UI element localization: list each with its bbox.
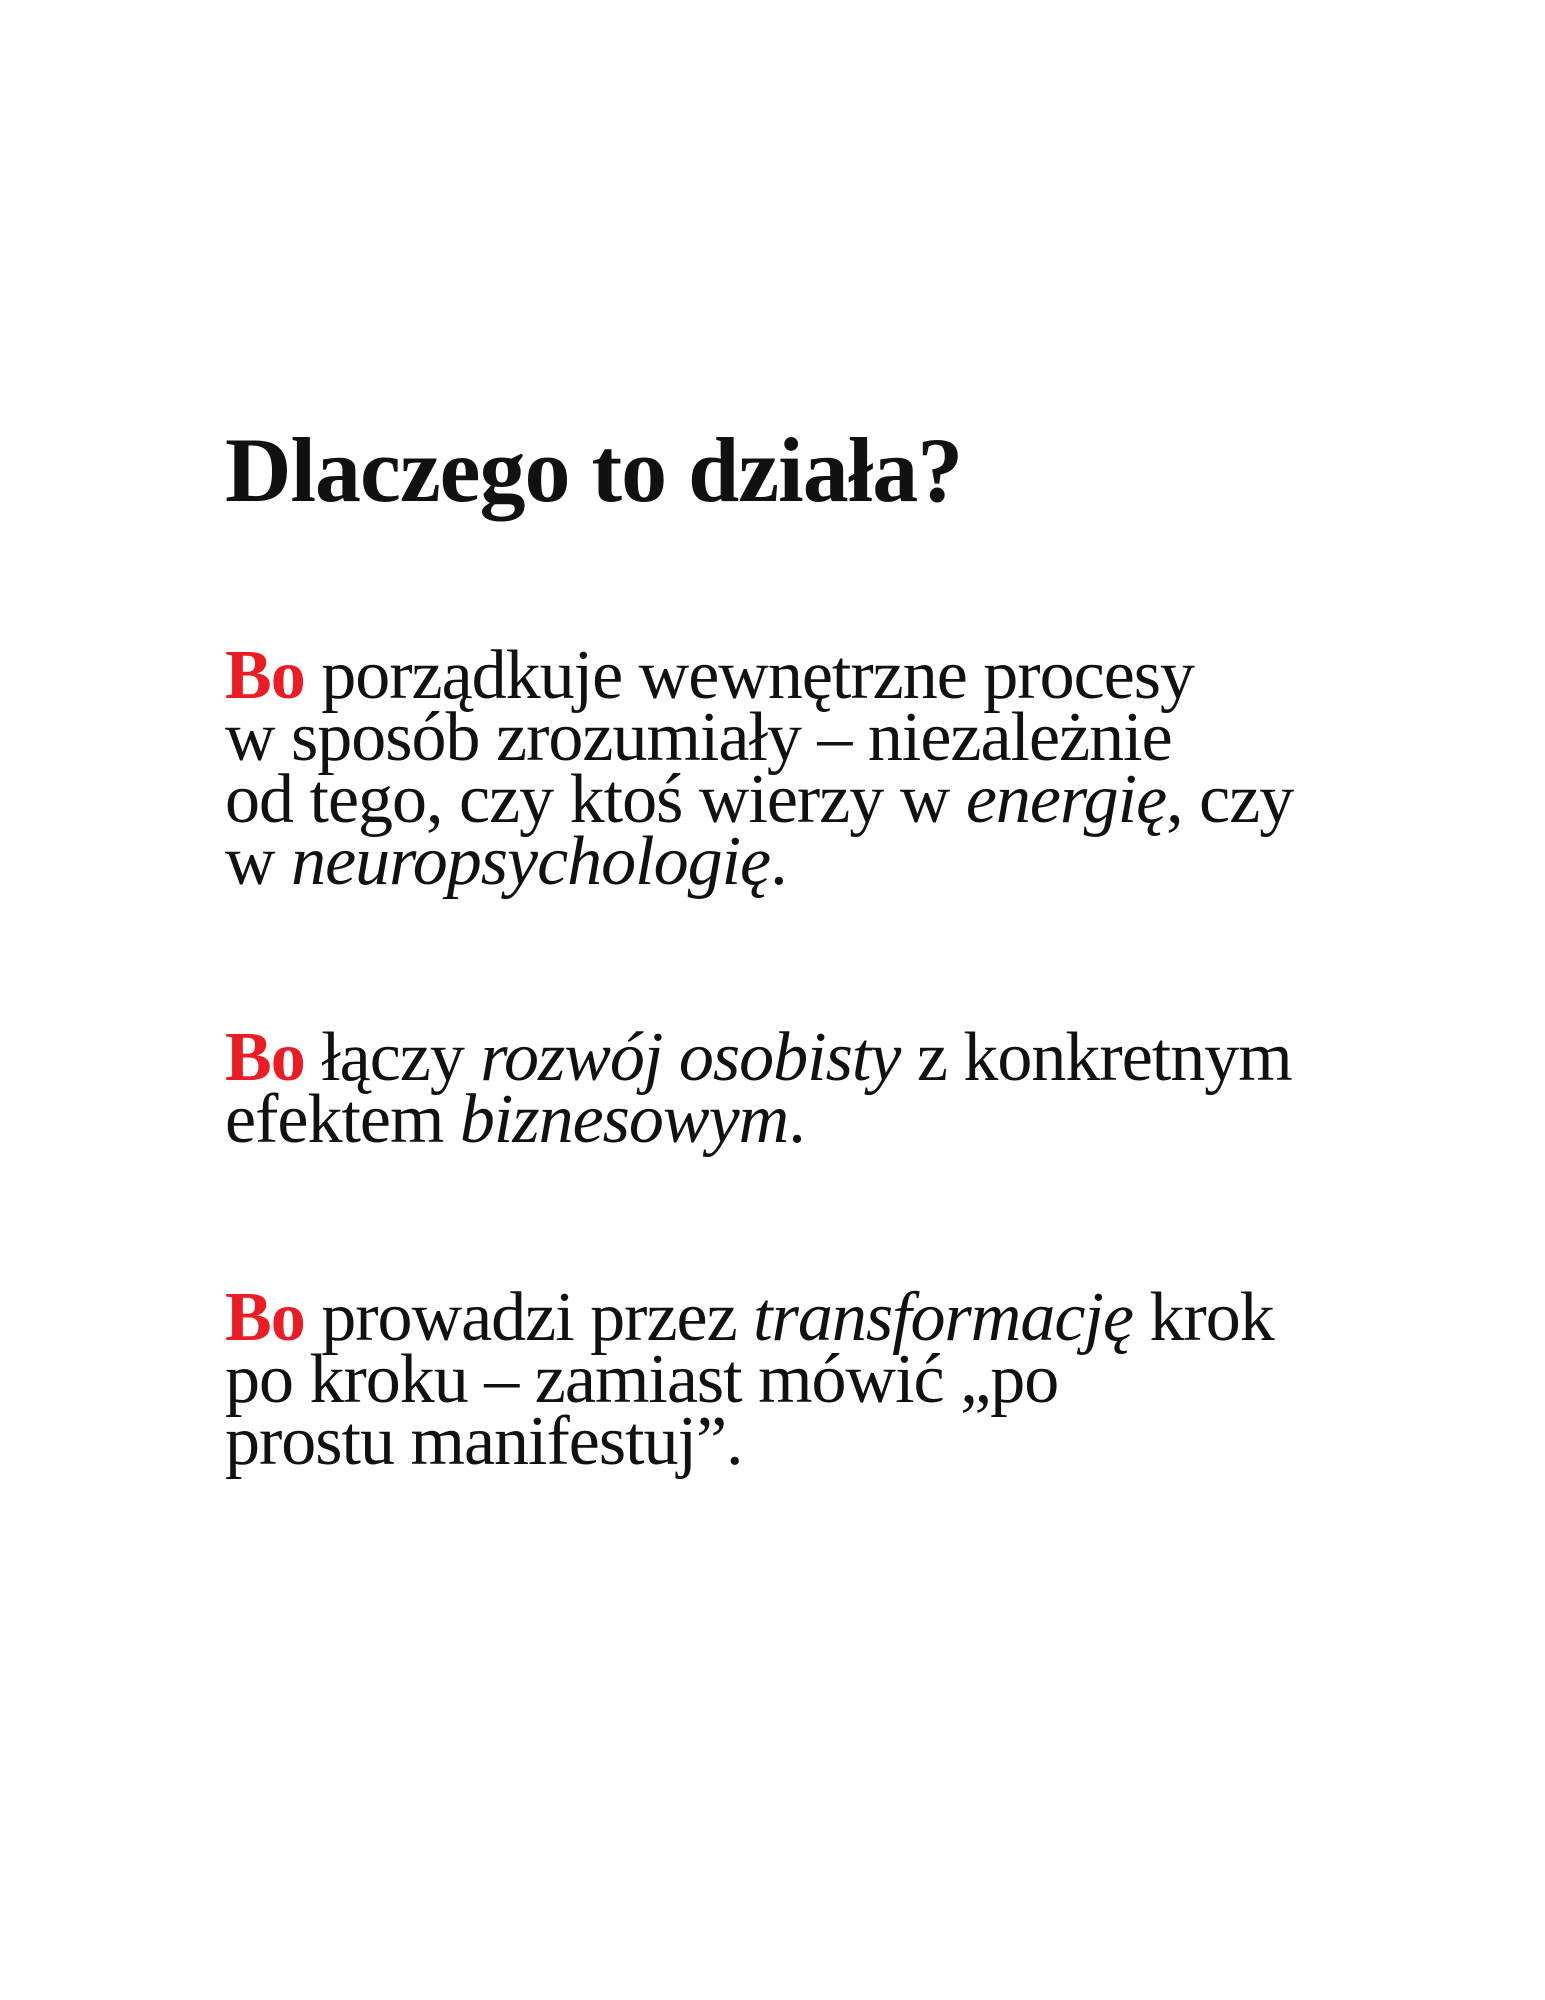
page-title: Dlaczego to działa?: [225, 419, 963, 521]
paragraph-bo-1: [225, 637, 1425, 900]
paragraph-line: [225, 1341, 1425, 1418]
paragraph-bo-3: [225, 1279, 1425, 1480]
text-segment: krok: [1132, 1279, 1274, 1356]
italic-term: energię: [965, 761, 1167, 838]
text-segment: w sposób zrozumiały – niezależnie: [225, 699, 1172, 776]
paragraph-bo-2: [225, 1019, 1425, 1158]
paragraph-line: [225, 823, 1425, 900]
text-segment: .: [770, 823, 787, 900]
text-segment: , czy: [1166, 761, 1294, 838]
text-segment: z konkretnym: [900, 1019, 1292, 1096]
paragraph-line: [225, 761, 1425, 838]
text-segment: od tego, czy ktoś wierzy w: [225, 761, 966, 838]
bo-accent-word: Bo: [225, 1019, 305, 1096]
paragraph-line: [225, 1403, 1425, 1480]
text-segment: prostu manifestuj”.: [225, 1403, 743, 1480]
paragraph-line: [225, 637, 1425, 714]
paragraph-line: [225, 699, 1425, 776]
text-segment: .: [788, 1081, 805, 1158]
text-segment: w: [225, 823, 292, 900]
paragraph-line: [225, 1279, 1425, 1356]
text-segment: prowadzi przez: [304, 1279, 754, 1356]
italic-term: transformację: [753, 1279, 1133, 1356]
italic-term: neuropsychologię: [291, 823, 771, 900]
italic-term: biznesowym: [459, 1081, 789, 1158]
paragraph-line: [225, 1081, 1425, 1158]
bo-accent-word: Bo: [225, 1279, 305, 1356]
text-segment: po kroku – zamiast mówić „po: [225, 1341, 1059, 1418]
text-segment: efektem: [225, 1081, 460, 1158]
italic-term: rozwój osobisty: [480, 1019, 901, 1096]
paragraph-line: [225, 1019, 1425, 1096]
text-segment: porządkuje wewnętrzne procesy: [304, 637, 1194, 714]
bo-accent-word: Bo: [225, 637, 305, 714]
text-segment: łączy: [304, 1019, 481, 1096]
